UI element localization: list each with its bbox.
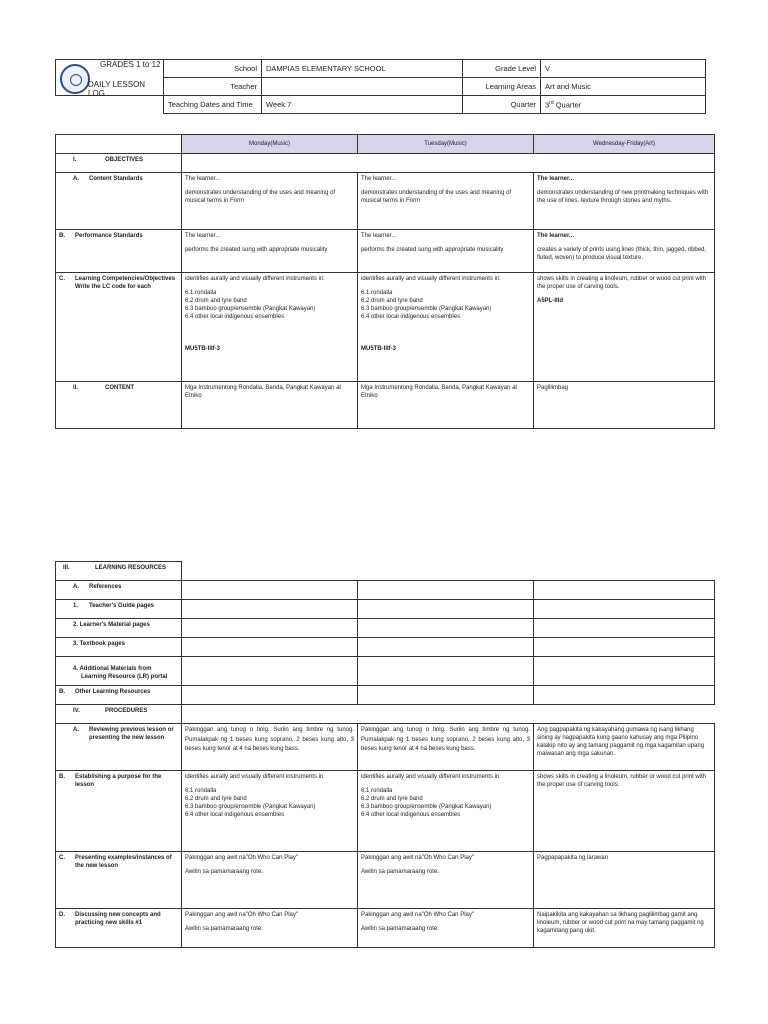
- objectives-heading: I. OBJECTIVES: [56, 154, 182, 173]
- header-table: [55, 59, 706, 114]
- presenting-art: Pagpapapakita ng larawan: [534, 852, 715, 909]
- deped-seal-icon: [60, 64, 90, 94]
- day-header-wednesday: Wednesday-Friday(Art): [534, 135, 715, 154]
- review-monday: Pakinggan ang tunog o tinig. Suriin ang timbre ng tunog. Pumalakpak ng 1 beses kung soprano, 2 beses kung alto, 3 beses kung tenor at 4 na beses kung bass.: [182, 724, 358, 771]
- content-standards-monday: The learner... demonstrates understanding of the uses and meaning of musical terms in Form: [182, 173, 358, 230]
- teachers-guide-label: 1. Teacher's Guide pages: [56, 600, 182, 619]
- presenting-examples-label: C. Presenting examples/instances of the new lesson: [56, 852, 182, 909]
- learning-resources-heading: III. LEARNING RESOURCES: [56, 562, 182, 581]
- discussing-art: Naipakikita ang kakayahan sa likhang paglilimbag gamit ang linoleum, rubber or wood cut print na may tamang paggamit ng kagamitang pang ukit.: [534, 909, 715, 948]
- grades-label: GRADES 1 to 12: [100, 60, 161, 69]
- teacher-value: [262, 78, 463, 96]
- learning-areas-value: Art and Music: [541, 78, 706, 96]
- grade-level-value: V: [541, 60, 706, 78]
- other-resources-label: B. Other Learning Resources: [56, 686, 182, 705]
- content-label: II. CONTENT: [56, 382, 182, 429]
- presenting-tuesday: Pakinggan ang awit na"Oh Who Can Play" Awitin sa pamamaraang rote.: [358, 852, 534, 909]
- review-art: Ang pagpapakita ng kakayahang gumawa ng isang likhang sining ay nagpapakita kung gaano kahusay ang mga Pilipino kalakip nito ay ang tamang paggamit ng mga kagamitan upang maiwasan ang mga sakunan.: [534, 724, 715, 771]
- quarter-value: 3rd Quarter: [541, 96, 706, 114]
- day-header-monday: Monday(Music): [182, 135, 358, 154]
- dates-label: Teaching Dates and Time: [164, 96, 262, 114]
- objectives-table: [55, 134, 715, 429]
- content-tuesday: Mga Instrumentong Rondalla, Banda, Pangkat Kawayan at Etniko: [358, 382, 534, 429]
- teacher-label: Teacher: [164, 78, 262, 96]
- grade-level-label: Grade Level: [463, 60, 541, 78]
- content-standards-tuesday: The learner... demonstrates understanding of the uses and meaning of musical terms in Form: [358, 173, 534, 230]
- school-value: DAMPIAS ELEMENTARY SCHOOL: [262, 60, 463, 78]
- blank-cell: [56, 96, 164, 114]
- additional-materials-label: 4. Additional Materials from Learning Resource (LR) portal: [56, 657, 182, 686]
- review-tuesday: Pakinggan ang tunog o tinig. Suriin ang timbre ng tunog. Pumalakpak ng 1 beses kung soprano, 2 beses kung alto, 3 beses kung tenor at 4 na beses kung bass.: [358, 724, 534, 771]
- learning-competencies-art: shows skills in creating a linoleum, rubber or wood cut print with the proper use of carving tools. A5PL-IIId: [534, 273, 715, 382]
- content-monday: Mga Instrumentong Rondalla, Banda, Pangkat Kawayan at Etniko: [182, 382, 358, 429]
- content-art: Paglilimbag: [534, 382, 715, 429]
- presenting-monday: Pakinggan ang awit na"Oh Who Can Play" Awitin sa pamamaraang rote.: [182, 852, 358, 909]
- references-label: A. References: [56, 581, 182, 600]
- purpose-art: shows skills in creating a linoleum, rubber or wood cut print with the proper use of carving tools.: [534, 771, 715, 852]
- performance-standards-tuesday: The learner... performs the created song with appropriate musicality: [358, 230, 534, 273]
- content-standards-label: A. Content Standards: [56, 173, 182, 230]
- establishing-purpose-label: B. Establishing a purpose for the lesson: [56, 771, 182, 852]
- learners-material-label: 2. Learner's Material pages: [56, 619, 182, 638]
- purpose-tuesday: identifies aurally and visually different instruments in: 6.1 rondalla 6.2 drum and lyre band 6.3 bamboo group/ensemble (Pangkat Kawayan) 6.4 other local indigenous ensembles: [358, 771, 534, 852]
- resources-table: [55, 561, 715, 948]
- learning-competencies-label: C. Learning Competencies/Objectives Write the LC code for each: [56, 273, 182, 382]
- learning-areas-label: Learning Areas: [463, 78, 541, 96]
- performance-standards-label: B. Performance Standards: [56, 230, 182, 273]
- discussing-concepts-label: D. Discussing new concepts and practicing new skills #1: [56, 909, 182, 948]
- reviewing-lesson-label: A. Reviewing previous lesson or presenting the new lesson: [56, 724, 182, 771]
- logo-cell: [56, 60, 164, 96]
- performance-standards-monday: The learner... performs the created song with appropriate musicality: [182, 230, 358, 273]
- school-label: School: [164, 60, 262, 78]
- dates-value: Week 7: [262, 96, 463, 114]
- quarter-label: Quarter: [463, 96, 541, 114]
- textbook-label: 3. Textbook pages: [56, 638, 182, 657]
- learning-competencies-tuesday: identifies aurally and visually different instruments in: 6.1 rondalla 6.2 drum and lyre band 6.3 bamboo group/ensemble (Pangkat Kawayan) 6.4 other local indigenous ensembles MU5TB-IIIf-3: [358, 273, 534, 382]
- content-standards-art: The learner... demonstrates understanding of new printmaking techniques with the use of lines, texture through stories and myths.: [534, 173, 715, 230]
- day-header-tuesday: Tuesday(Music): [358, 135, 534, 154]
- learning-competencies-monday: identifies aurally and visually different instruments in: 6.1 rondalla 6.2 drum and lyre band 6.3 bamboo group/ensemble (Pangkat Kawayan) 6.4 other local indigenous ensembles MU5TB-IIIf-3: [182, 273, 358, 382]
- purpose-monday: identifies aurally and visually different instruments in: 6.1 rondalla 6.2 drum and lyre band 6.3 bamboo group/ensemble (Pangkat Kawayan) 6.4 other local indigenous ensembles: [182, 771, 358, 852]
- discussing-monday: Pakinggan ang awit na"Oh Who Can Play" Awitin sa pamamaraang rote.: [182, 909, 358, 948]
- performance-standards-art: The learner... creates a variety of prints using lines (thick, thin, jagged, ribbed, fluted, woven) to produce visual texture.: [534, 230, 715, 273]
- procedures-heading: IV. PROCEDURES: [56, 705, 182, 724]
- discussing-tuesday: Pakinggan ang awit na"Oh Who Can Play" Awitin sa pamamaraang rote.: [358, 909, 534, 948]
- dll-title: DAILY LESSON LOG: [88, 80, 146, 98]
